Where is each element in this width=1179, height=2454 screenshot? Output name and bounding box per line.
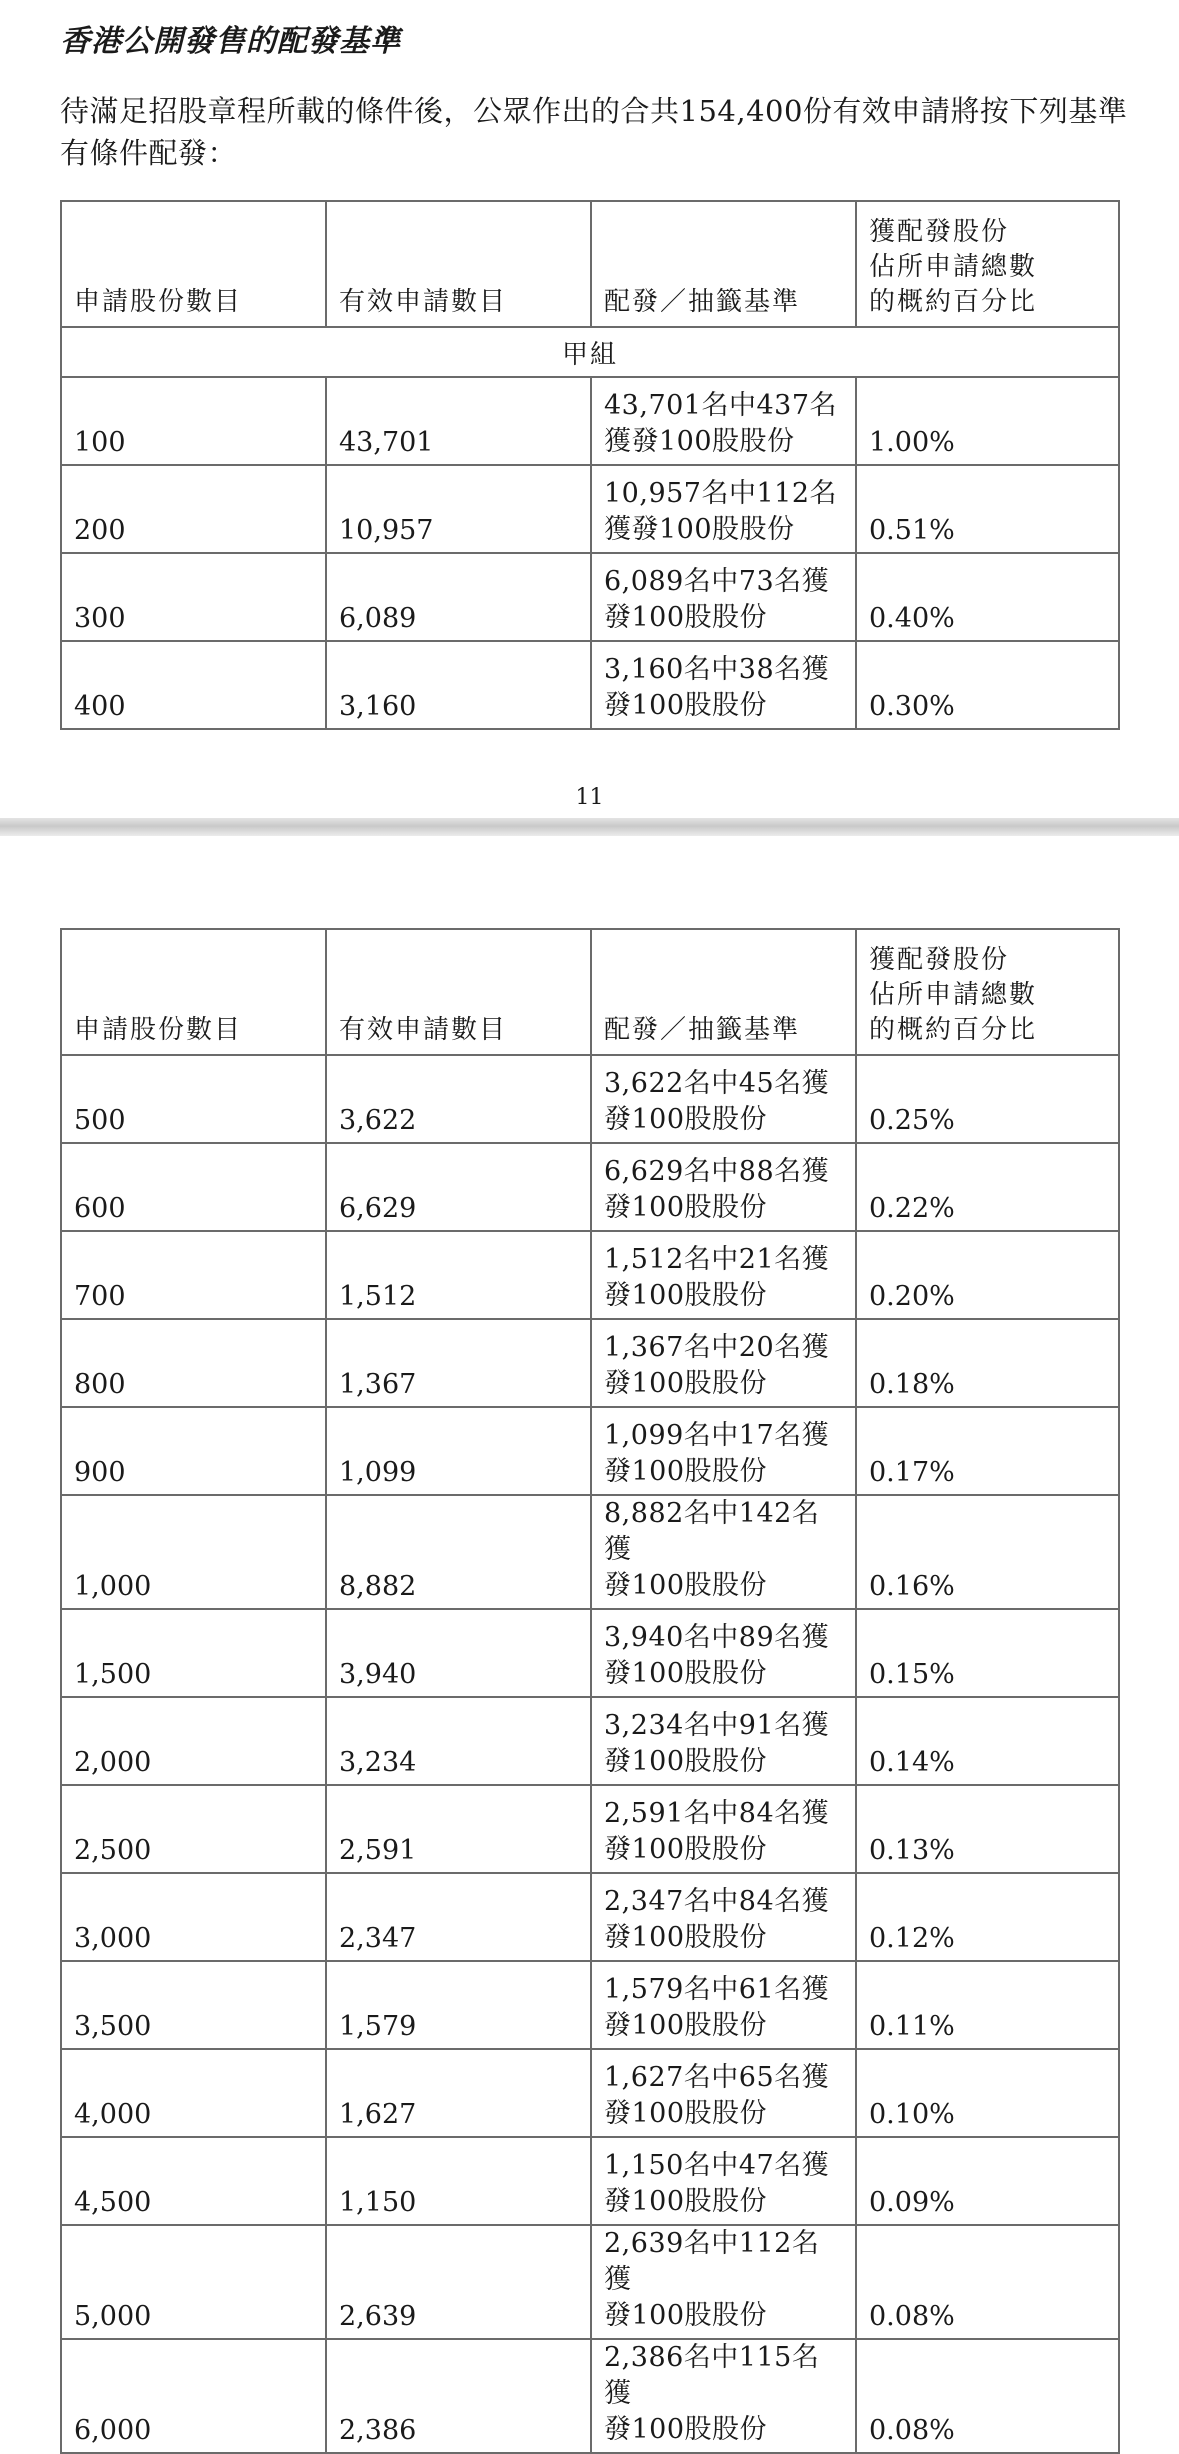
header-pct-line-2: 佔所申請總數 — [869, 252, 1038, 282]
shares-applied-cell: 200 — [61, 465, 326, 553]
allocation-basis-cell — [591, 1495, 856, 1609]
basis-line-1: 6,629名中88名獲 — [604, 1156, 830, 1187]
shares-applied-cell: 100 — [61, 377, 326, 465]
table-row — [61, 553, 1119, 641]
table-row — [61, 2137, 1119, 2225]
intro-line-2: 有條件配發： — [60, 136, 238, 170]
allocation-basis-cell — [591, 1697, 856, 1785]
allocation-basis-cell — [591, 1319, 856, 1407]
allocation-percentage-cell: 0.18% — [856, 1319, 1119, 1407]
basis-line-1: 1,512名中21名獲 — [604, 1244, 830, 1275]
header-pct-line-1: 獲配發股份 — [869, 217, 1010, 247]
header-pct-line-2: 佔所申請總數 — [869, 980, 1038, 1010]
shares-applied-cell: 600 — [61, 1143, 326, 1231]
allocation-basis-cell — [591, 377, 856, 465]
header-pct-line-3: 的概約百分比 — [869, 287, 1038, 317]
allocation-basis-cell — [591, 1055, 856, 1143]
basis-line-2: 獲發100股股份 — [604, 514, 795, 545]
allocation-basis-cell — [591, 641, 856, 729]
table-row — [61, 1143, 1119, 1231]
shares-applied-cell: 400 — [61, 641, 326, 729]
header-allocation-basis: 配發／抽籤基準 — [591, 201, 856, 327]
basis-line-2: 發100股股份 — [604, 1922, 768, 1953]
shares-applied-cell: 900 — [61, 1407, 326, 1495]
document-page-11 — [0, 0, 1179, 818]
basis-line-1: 10,957名中112名 — [604, 478, 838, 509]
header-pct-line-3: 的概約百分比 — [869, 1015, 1038, 1045]
valid-applications-cell: 2,386 — [326, 2339, 591, 2453]
basis-line-1: 3,940名中89名獲 — [604, 1622, 830, 1653]
valid-applications-cell: 1,150 — [326, 2137, 591, 2225]
valid-applications-cell: 3,234 — [326, 1697, 591, 1785]
valid-applications-cell: 8,882 — [326, 1495, 591, 1609]
table-row — [61, 2339, 1119, 2453]
allocation-percentage-cell: 0.09% — [856, 2137, 1119, 2225]
allocation-basis-cell — [591, 553, 856, 641]
allocation-basis-cell — [591, 2137, 856, 2225]
section-title: 香港公開發售的配發基準 — [60, 24, 401, 59]
group-row — [61, 327, 1119, 377]
table-row — [61, 2225, 1119, 2339]
allocation-basis-cell — [591, 1407, 856, 1495]
allocation-basis-cell — [591, 2049, 856, 2137]
basis-line-1: 2,591名中84名獲 — [604, 1798, 830, 1829]
shares-applied-cell: 5,000 — [61, 2225, 326, 2339]
header-allocation-basis: 配發／抽籤基準 — [591, 929, 856, 1055]
basis-line-2: 發100股股份 — [604, 1746, 768, 1777]
allocation-basis-cell — [591, 2339, 856, 2453]
valid-applications-cell: 3,160 — [326, 641, 591, 729]
basis-line-1: 3,234名中91名獲 — [604, 1710, 830, 1741]
header-valid-applications: 有效申請數目 — [326, 929, 591, 1055]
allocation-basis-cell — [591, 1231, 856, 1319]
table-row — [61, 1609, 1119, 1697]
table-row — [61, 465, 1119, 553]
allocation-percentage-cell: 0.25% — [856, 1055, 1119, 1143]
valid-applications-cell: 43,701 — [326, 377, 591, 465]
table-row — [61, 1697, 1119, 1785]
allocation-percentage-cell: 0.17% — [856, 1407, 1119, 1495]
shares-applied-cell: 1,000 — [61, 1495, 326, 1609]
basis-line-1: 3,622名中45名獲 — [604, 1068, 830, 1099]
basis-line-1: 1,099名中17名獲 — [604, 1420, 830, 1451]
basis-line-1: 1,150名中47名獲 — [604, 2150, 830, 2181]
header-shares-applied: 申請股份數目 — [61, 929, 326, 1055]
shares-applied-cell: 800 — [61, 1319, 326, 1407]
basis-line-1: 2,639名中112名獲 — [604, 2228, 820, 2295]
basis-line-2: 發100股股份 — [604, 1104, 768, 1135]
header-shares-applied: 申請股份數目 — [61, 201, 326, 327]
basis-line-1: 8,882名中142名獲 — [604, 1498, 820, 1565]
allocation-percentage-cell: 0.51% — [856, 465, 1119, 553]
allocation-percentage-cell: 0.12% — [856, 1873, 1119, 1961]
table-header-row — [61, 201, 1119, 327]
table-row — [61, 641, 1119, 729]
shares-applied-cell: 4,000 — [61, 2049, 326, 2137]
valid-applications-cell: 1,512 — [326, 1231, 591, 1319]
shares-applied-cell: 3,000 — [61, 1873, 326, 1961]
basis-line-2: 發100股股份 — [604, 1834, 768, 1865]
valid-applications-cell: 2,639 — [326, 2225, 591, 2339]
allocation-percentage-cell: 0.15% — [856, 1609, 1119, 1697]
allocation-basis-cell — [591, 465, 856, 553]
basis-line-1: 1,579名中61名獲 — [604, 1974, 830, 2005]
allocation-percentage-cell: 0.14% — [856, 1697, 1119, 1785]
basis-line-1: 1,367名中20名獲 — [604, 1332, 830, 1363]
basis-line-2: 發100股股份 — [604, 2414, 768, 2445]
allocation-percentage-cell: 0.08% — [856, 2339, 1119, 2453]
valid-applications-cell: 3,940 — [326, 1609, 591, 1697]
shares-applied-cell: 700 — [61, 1231, 326, 1319]
shares-applied-cell: 300 — [61, 553, 326, 641]
table-row — [61, 2049, 1119, 2137]
allocation-percentage-cell: 1.00% — [856, 377, 1119, 465]
shares-applied-cell: 3,500 — [61, 1961, 326, 2049]
basis-line-2: 發100股股份 — [604, 2010, 768, 2041]
shares-applied-cell: 2,000 — [61, 1697, 326, 1785]
table-row — [61, 1961, 1119, 2049]
allocation-percentage-cell: 0.13% — [856, 1785, 1119, 1873]
basis-line-1: 2,347名中84名獲 — [604, 1886, 830, 1917]
basis-line-2: 發100股股份 — [604, 2098, 768, 2129]
allocation-percentage-cell: 0.20% — [856, 1231, 1119, 1319]
table-row — [61, 1873, 1119, 1961]
allocation-basis-cell — [591, 2225, 856, 2339]
header-allocation-percentage — [856, 201, 1119, 327]
basis-line-1: 6,089名中73名獲 — [604, 566, 830, 597]
allocation-percentage-cell: 0.10% — [856, 2049, 1119, 2137]
basis-line-2: 發100股股份 — [604, 1192, 768, 1223]
valid-applications-cell: 10,957 — [326, 465, 591, 553]
header-allocation-percentage — [856, 929, 1119, 1055]
group-label: 甲組 — [61, 327, 1119, 377]
table-row — [61, 1407, 1119, 1495]
allocation-table-continued — [60, 928, 1120, 2454]
basis-line-2: 發100股股份 — [604, 1658, 768, 1689]
valid-applications-cell: 1,099 — [326, 1407, 591, 1495]
basis-line-2: 發100股股份 — [604, 2300, 768, 2331]
allocation-percentage-cell: 0.30% — [856, 641, 1119, 729]
table-row — [61, 1319, 1119, 1407]
basis-line-2: 發100股股份 — [604, 602, 768, 633]
allocation-basis-cell — [591, 1143, 856, 1231]
valid-applications-cell: 2,347 — [326, 1873, 591, 1961]
allocation-percentage-cell: 0.08% — [856, 2225, 1119, 2339]
basis-line-1: 1,627名中65名獲 — [604, 2062, 830, 2093]
basis-line-1: 43,701名中437名 — [604, 390, 838, 421]
intro-line-1: 待滿足招股章程所載的條件後，公眾作出的合共154,400份有效申請將按下列基準 — [60, 94, 1128, 128]
allocation-percentage-cell: 0.16% — [856, 1495, 1119, 1609]
shares-applied-cell: 1,500 — [61, 1609, 326, 1697]
allocation-percentage-cell: 0.11% — [856, 1961, 1119, 2049]
allocation-basis-cell — [591, 1785, 856, 1873]
basis-line-2: 發100股股份 — [604, 1280, 768, 1311]
allocation-percentage-cell: 0.40% — [856, 553, 1119, 641]
valid-applications-cell: 1,579 — [326, 1961, 591, 2049]
valid-applications-cell: 2,591 — [326, 1785, 591, 1873]
allocation-basis-cell — [591, 1961, 856, 2049]
basis-line-1: 2,386名中115名獲 — [604, 2342, 820, 2409]
header-pct-line-1: 獲配發股份 — [869, 945, 1010, 975]
shares-applied-cell: 4,500 — [61, 2137, 326, 2225]
page-separator — [0, 818, 1179, 836]
valid-applications-cell: 3,622 — [326, 1055, 591, 1143]
basis-line-2: 發100股股份 — [604, 1570, 768, 1601]
shares-applied-cell: 6,000 — [61, 2339, 326, 2453]
allocation-basis-cell — [591, 1609, 856, 1697]
table-row — [61, 1055, 1119, 1143]
basis-line-2: 獲發100股股份 — [604, 426, 795, 457]
allocation-percentage-cell: 0.22% — [856, 1143, 1119, 1231]
valid-applications-cell: 1,627 — [326, 2049, 591, 2137]
table-header-row — [61, 929, 1119, 1055]
table-row — [61, 1495, 1119, 1609]
basis-line-2: 發100股股份 — [604, 2186, 768, 2217]
shares-applied-cell: 2,500 — [61, 1785, 326, 1873]
valid-applications-cell: 6,629 — [326, 1143, 591, 1231]
intro-paragraph — [60, 90, 1130, 174]
page-number: 11 — [575, 785, 604, 810]
table-row — [61, 377, 1119, 465]
valid-applications-cell: 1,367 — [326, 1319, 591, 1407]
table-row — [61, 1231, 1119, 1319]
allocation-basis-cell — [591, 1873, 856, 1961]
shares-applied-cell: 500 — [61, 1055, 326, 1143]
basis-line-2: 發100股股份 — [604, 1456, 768, 1487]
header-valid-applications: 有效申請數目 — [326, 201, 591, 327]
allocation-table-group-a — [60, 200, 1120, 730]
valid-applications-cell: 6,089 — [326, 553, 591, 641]
basis-line-2: 發100股股份 — [604, 1368, 768, 1399]
basis-line-1: 3,160名中38名獲 — [604, 654, 830, 685]
table-row — [61, 1785, 1119, 1873]
basis-line-2: 發100股股份 — [604, 690, 768, 721]
